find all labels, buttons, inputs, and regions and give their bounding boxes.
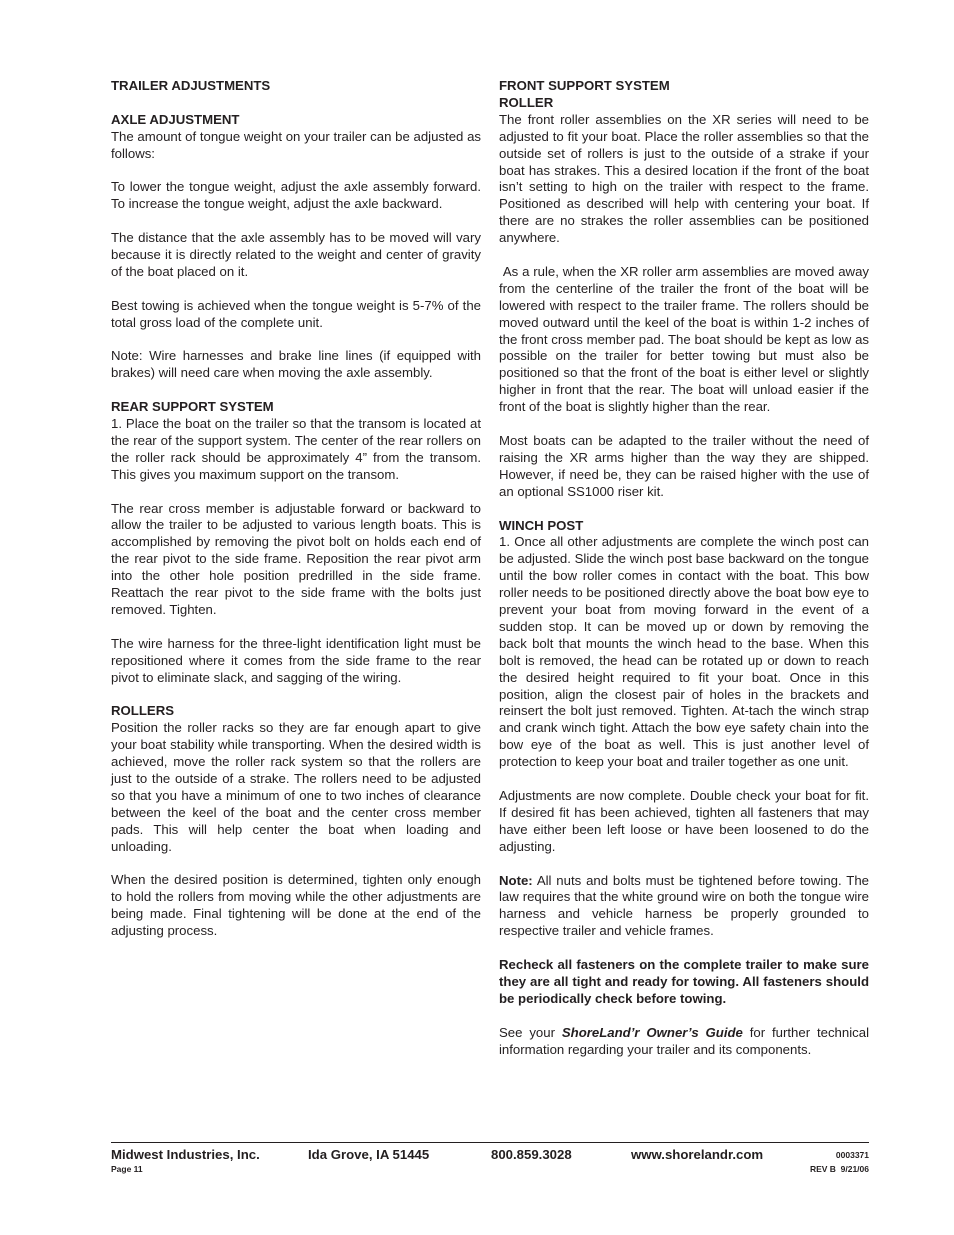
front-support-paragraph-1: The front roller assemblies on the XR series will need to be adjusted to fit your boat. Place the roller assemblies so that the outside set of rollers is just to the outside of a strake if your boat has strakes. This a desired location if the front of the boat isn’t setting to high on the trailer with respect to the frame. Positioned as described will help with centering your boat. If there are no strakes the roller assemblies can be positioned anywhere. — [499, 111, 869, 246]
rollers-paragraph-2: When the desired position is determined, tighten only enough to hold the rollers from moving while the other adjustments are being made. Final tightening will be done at the end of the adjusting process. — [111, 872, 481, 939]
owners-guide-title: ShoreLand’r Owner’s Guide — [561, 1024, 743, 1040]
left-column — [111, 78, 481, 957]
footer-city: Ida Grove, IA 51445 — [308, 1147, 430, 1162]
note-text: All nuts and bolts must be tightened before towing. The law requires that the white ground wire on both the tongue wire harness and vehicle harness be properly grounded to respective trailer and vehicle frames. — [499, 872, 873, 939]
front-support-paragraph-3: Most boats can be adapted to the trailer without the need of raising the XR arms higher than the way they are shipped. However, if need be, they can be raised higher with the use of an optional SS1000 riser kit. — [499, 433, 869, 499]
axle-adjustment-heading: AXLE ADJUSTMENT — [111, 111, 240, 127]
footer-rule — [111, 1142, 869, 1143]
axle-paragraph-2: To lower the tongue weight, adjust the axle assembly forward. To increase the tongue weight, adjust the axle backward. — [111, 179, 481, 212]
winch-post-heading: WINCH POST — [499, 517, 584, 533]
right-column — [499, 78, 873, 1075]
axle-paragraph-4: Best towing is achieved when the tongue weight is 5-7% of the total gross load of the complete unit. — [111, 297, 481, 330]
rollers-paragraph-1: Position the roller racks so they are far enough apart to give your boat stability while transporting. When the desired width is achieved, move the roller rack system so that the rollers are just to the outside of a strake. The rollers need to be adjusted so that you have a minimum of one to two inches of clearance between the keel of the boat and the center cross member pads. This will help center the boat when loading and unloading. — [111, 720, 481, 854]
note-label: Note: — [499, 872, 533, 888]
rollers-heading: ROLLERS — [111, 703, 175, 719]
recheck-warning: Recheck all fasteners on the complete trailer to make sure they are all tight and ready for towing. All fasteners should be periodically check before towing. — [499, 957, 869, 1006]
see-pre: See your — [499, 1024, 562, 1040]
owners-guide-paragraph — [499, 1024, 873, 1059]
axle-paragraph-5: Note: Wire harnesses and brake line lines (if equipped with brakes) will need care when moving the axle assembly. — [111, 348, 481, 381]
note-paragraph — [499, 872, 873, 941]
footer-page-number: Page 11 — [111, 1164, 143, 1174]
winch-post-paragraph-1: 1. Once all other adjustments are complete the winch post can be adjusted. Slide the winch post base backward on the tongue until the bow roller comes in contact with the boat. This bow roller needs to be positioned directly above the boat bow eye to prevent your boat from moving forward in the event of a sudden stop. It can be moved up or down by removing the back bolt that mounts the winch head to the base. When this bolt is removed, the head can be rotated up or down to reach the desired height required to fit your boat. Once in this position, align the closest pair of holes in the brackets and reinsert the bolt just removed. Tighten. At-tach the winch strap and crank winch tight. Attach the bow eye safety chain into the bow eye of the boat as well. This is just another level of protection to keep your boat and trailer together as one unit. — [499, 534, 869, 770]
footer-doc-number: 0003371 — [835, 1150, 869, 1160]
winch-post-paragraph-2: Adjustments are now complete. Double check your boat for fit. If desired fit has been achieved, tighten all fasteners that may have either been left loose or have been loosened to do the adjusting. — [499, 788, 869, 854]
see-post: for further technical information regarding your trailer and its components. — [499, 1024, 873, 1057]
axle-paragraph-1: The amount of tongue weight on your trailer can be adjusted as follows: — [111, 128, 481, 161]
rear-support-paragraph-1: 1. Place the boat on the trailer so that the transom is located at the rear of the support system. The center of the rear rollers on the roller rack should be approximately 4” from the transom. This gives you maximum support on the transom. — [111, 416, 481, 482]
footer-company: Midwest Industries, Inc. — [111, 1147, 260, 1162]
roller-subheading: ROLLER — [499, 94, 554, 110]
rear-support-paragraph-2: The rear cross member is adjustable forward or backward to allow the trailer to be adjusted to various length boats. This is accomplished by removing the pivot bolt on holds each end of the rear pivot to the side frame. Reposition the rear pivot arm into the other hole position predrilled in the side frame. Reattach the rear pivot to the side frame with the bolts just removed. Tighten. — [111, 500, 481, 617]
footer-website[interactable]: www.shorelandr.com — [631, 1147, 764, 1162]
rear-support-heading: REAR SUPPORT SYSTEM — [111, 399, 274, 415]
front-support-heading: FRONT SUPPORT SYSTEM — [499, 78, 670, 93]
rear-support-paragraph-3: The wire harness for the three-light identification light must be repositioned where it comes from the side frame to the rear pivot to eliminate slack, and sagging of the wiring. — [111, 635, 481, 685]
footer-revision: REV B 9/21/06 — [809, 1164, 869, 1174]
front-support-paragraph-2: As a rule, when the XR roller arm assemblies are moved away from the centerline of the trailer the front of the boat will be lowered with respect to the trailer frame. The rollers should be moved outward until the keel of the boat is within 1-2 inches of the front cross member pad. The boat should be kept as low as possible on the trailer for better towing but must also be positioned so that the front of the boat is either level or slightly higher in front that the rear. The boat will unload easier if the front of the boat is slightly higher than the rear. — [499, 263, 873, 415]
axle-paragraph-3: The distance that the axle assembly has to be moved will vary because it is directly related to the weight and center of gravity of the boat placed on it. — [111, 230, 481, 279]
section-title: TRAILER ADJUSTMENTS — [111, 78, 271, 93]
footer-phone: 800.859.3028 — [491, 1147, 572, 1162]
footer — [111, 1147, 869, 1177]
